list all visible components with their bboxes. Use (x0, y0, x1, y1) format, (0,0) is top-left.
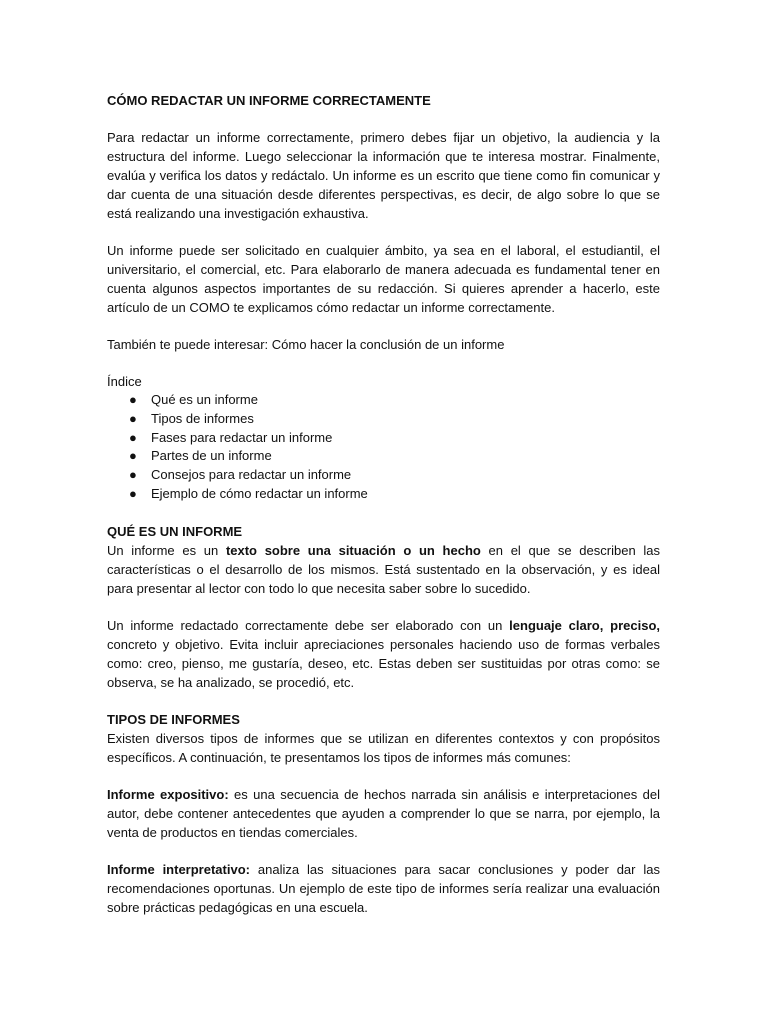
index-item-label: Consejos para redactar un informe (151, 467, 352, 483)
bullet-icon: ● (129, 485, 137, 501)
bullet-icon: ● (129, 392, 137, 407)
section-heading-tipos: TIPOS DE INFORMES (107, 711, 240, 727)
bold-run: texto sobre una situación o un hecho (225, 542, 481, 558)
index-item-label: Partes de un informe (151, 448, 272, 464)
section1-paragraph-1 (107, 541, 660, 598)
index-item (107, 391, 660, 410)
bullet-icon: ● (129, 467, 137, 483)
text-run: Un informe es un (107, 542, 226, 558)
bullet-icon: ● (129, 448, 137, 464)
index-item-label: Fases para redactar un informe (151, 429, 333, 445)
bold-run: lenguaje claro, preciso, (509, 617, 660, 633)
text-run: en el que se describen las características o el desarrollo de los mismos. Está sustentado en la observación, y es ideal para presentar al lector con todo lo que necesita saber sobre lo sucedido. (107, 542, 660, 596)
bold-run: Informe expositivo: (107, 786, 229, 802)
intro-paragraph-1: Para redactar un informe correctamente, primero debes fijar un objetivo, la audiencia y la estructura del informe. Luego seleccionar la información que te interesa mostrar. Finalmente, evalúa y verifica los datos y redáctalo. Un informe es un escrito que tiene como fin comunicar y dar cuenta de una situación desde diferentes perspectivas, es decir, de algo sobre lo que se está realizando una investigación exhaustiva. (107, 130, 660, 221)
bullet-icon: ● (129, 429, 137, 445)
intro-paragraph-2: Un informe puede ser solicitado en cualquier ámbito, ya sea en el laboral, el estudiantil, el universitario, el comercial, etc. Para elaborarlo de manera adecuada es fundamental tener en cuenta algunos aspectos importantes de su redacción. Si quieres aprender a hacerlo, este artículo de un COMO te explicamos cómo redactar un informe correctamente. (107, 243, 660, 315)
text-run: Un informe redactado correctamente debe ser elaborado con un (107, 617, 510, 633)
index-item-label: Qué es un informe (151, 392, 258, 407)
index-item (107, 429, 660, 448)
index-label: Índice (107, 374, 142, 389)
index-item (107, 447, 660, 466)
bold-run: Informe interpretativo: (107, 861, 250, 877)
text-run: analiza las situaciones para sacar conclusiones y poder dar las recomendaciones oportunas. Un ejemplo de este tipo de informes sería realizar una evaluación sobre prácticas pedagógicas en una escuela. (107, 861, 661, 915)
index-item-label: Tipos de informes (151, 410, 254, 426)
index-item (107, 466, 660, 485)
section2-paragraph-1: Existen diversos tipos de informes que se utilizan en diferentes contextos y con propósitos específicos. A continuación, te presentamos los tipos de informes más comunes: (107, 730, 660, 765)
section-heading-que-es: QUÉ ES UN INFORME (107, 523, 243, 539)
text-run: concreto y objetivo. Evita incluir apreciaciones personales haciendo uso de formas verbales como: creo, pienso, me gustaría, deseo, etc. Estas deben ser sustituidas por otras como: se observa, se ha analizado, se procedió, etc. (107, 636, 660, 690)
document-body (107, 91, 660, 917)
index-item-label: Ejemplo de cómo redactar un informe (151, 485, 368, 501)
informe-expositivo-paragraph (107, 785, 660, 842)
bullet-icon: ● (129, 410, 137, 426)
section1-paragraph-2 (107, 616, 660, 692)
text-run: es una secuencia de hechos narrada sin análisis e interpretaciones del autor, debe contener antecedentes que ayuden a comprender lo que se narra, por ejemplo, la venta de productos en tiendas comerciales. (107, 786, 660, 840)
index-item (107, 410, 660, 429)
also-interest-line: También te puede interesar: Cómo hacer la conclusión de un informe (107, 337, 505, 352)
index-item (107, 485, 660, 504)
document-title: CÓMO REDACTAR UN INFORME CORRECTAMENTE (107, 93, 431, 108)
informe-interpretativo-paragraph (107, 860, 660, 917)
index-list (107, 391, 660, 504)
